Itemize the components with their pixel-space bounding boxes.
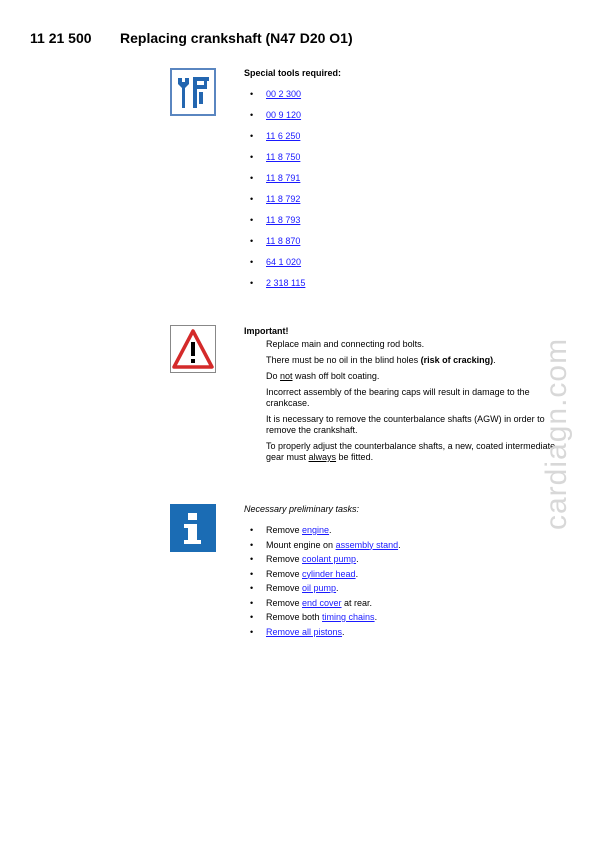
list-item <box>244 235 305 256</box>
tool-link[interactable]: 11 8 750 <box>266 152 301 162</box>
task-link[interactable]: timing chains <box>322 612 375 622</box>
note-paragraph: It is necessary to remove the counterbalance shafts (AGW) in order to remove the crankshaft. <box>266 414 545 435</box>
list-item: • Remove coolant pump. <box>244 553 401 568</box>
task-link[interactable]: end cover <box>302 597 342 608</box>
tool-link[interactable]: 11 8 793 <box>266 215 301 225</box>
tool-link[interactable]: 64 1 020 <box>266 257 302 267</box>
page-title: Replacing crankshaft (N47 D20 O1) <box>120 30 353 46</box>
task-link[interactable]: cylinder head <box>302 568 356 579</box>
list-item: • Remove end cover at rear. <box>244 597 401 612</box>
tasks-list <box>244 524 401 640</box>
warning-icon <box>170 325 216 373</box>
list-item <box>244 277 305 298</box>
tools-heading: Special tools required: <box>244 68 342 78</box>
tool-link[interactable]: 00 9 120 <box>266 110 302 120</box>
info-icon <box>170 504 216 552</box>
note-paragraph: Incorrect assembly of the bearing caps will result in damage to the crankcase. <box>266 387 530 408</box>
list-item: • Mount engine on assembly stand. <box>244 539 401 554</box>
tool-link[interactable]: 00 2 300 <box>266 89 302 99</box>
list-item: • Remove oil pump. <box>244 582 401 597</box>
list-item: • Remove all pistons. <box>244 626 401 641</box>
list-item <box>244 88 305 109</box>
tool-link[interactable]: 2 318 115 <box>266 278 306 288</box>
watermark: cardiagn.com <box>540 337 573 530</box>
tools-list <box>244 88 305 298</box>
list-item: • Remove cylinder head. <box>244 568 401 583</box>
tool-link[interactable]: 11 8 791 <box>266 173 301 183</box>
task-link[interactable]: assembly stand <box>335 539 399 550</box>
list-item <box>244 193 305 214</box>
note-paragraph: To properly adjust the counterbalance shafts, a new, coated intermediate gear must always be fitted. <box>266 441 556 462</box>
tool-link[interactable]: 11 8 792 <box>266 194 301 204</box>
list-item: • Remove both timing chains. <box>244 611 401 626</box>
list-item <box>244 130 305 151</box>
list-item <box>244 172 305 193</box>
tool-link[interactable]: 11 6 250 <box>266 131 301 141</box>
important-notes <box>266 339 556 468</box>
list-item <box>244 109 305 130</box>
tasks-heading: Necessary preliminary tasks: <box>244 504 360 514</box>
task-link[interactable]: Remove all pistons <box>266 626 343 637</box>
list-item <box>244 214 305 235</box>
note-paragraph: Replace main and connecting rod bolts. <box>266 339 425 349</box>
task-link[interactable]: oil pump <box>302 583 337 593</box>
document-number: 11 21 500 <box>30 30 92 46</box>
list-item <box>244 256 305 277</box>
task-link[interactable]: engine <box>302 525 330 535</box>
tools-icon <box>170 68 216 116</box>
task-link[interactable]: coolant pump <box>302 554 357 564</box>
important-heading: Important! <box>244 326 289 336</box>
note-paragraph: Do not wash off bolt coating. <box>266 371 380 381</box>
note-paragraph: There must be no oil in the blind holes (risk of cracking). <box>266 355 496 365</box>
list-item <box>244 151 305 172</box>
list-item: • Remove engine. <box>244 524 401 539</box>
tool-link[interactable]: 11 8 870 <box>266 236 301 246</box>
